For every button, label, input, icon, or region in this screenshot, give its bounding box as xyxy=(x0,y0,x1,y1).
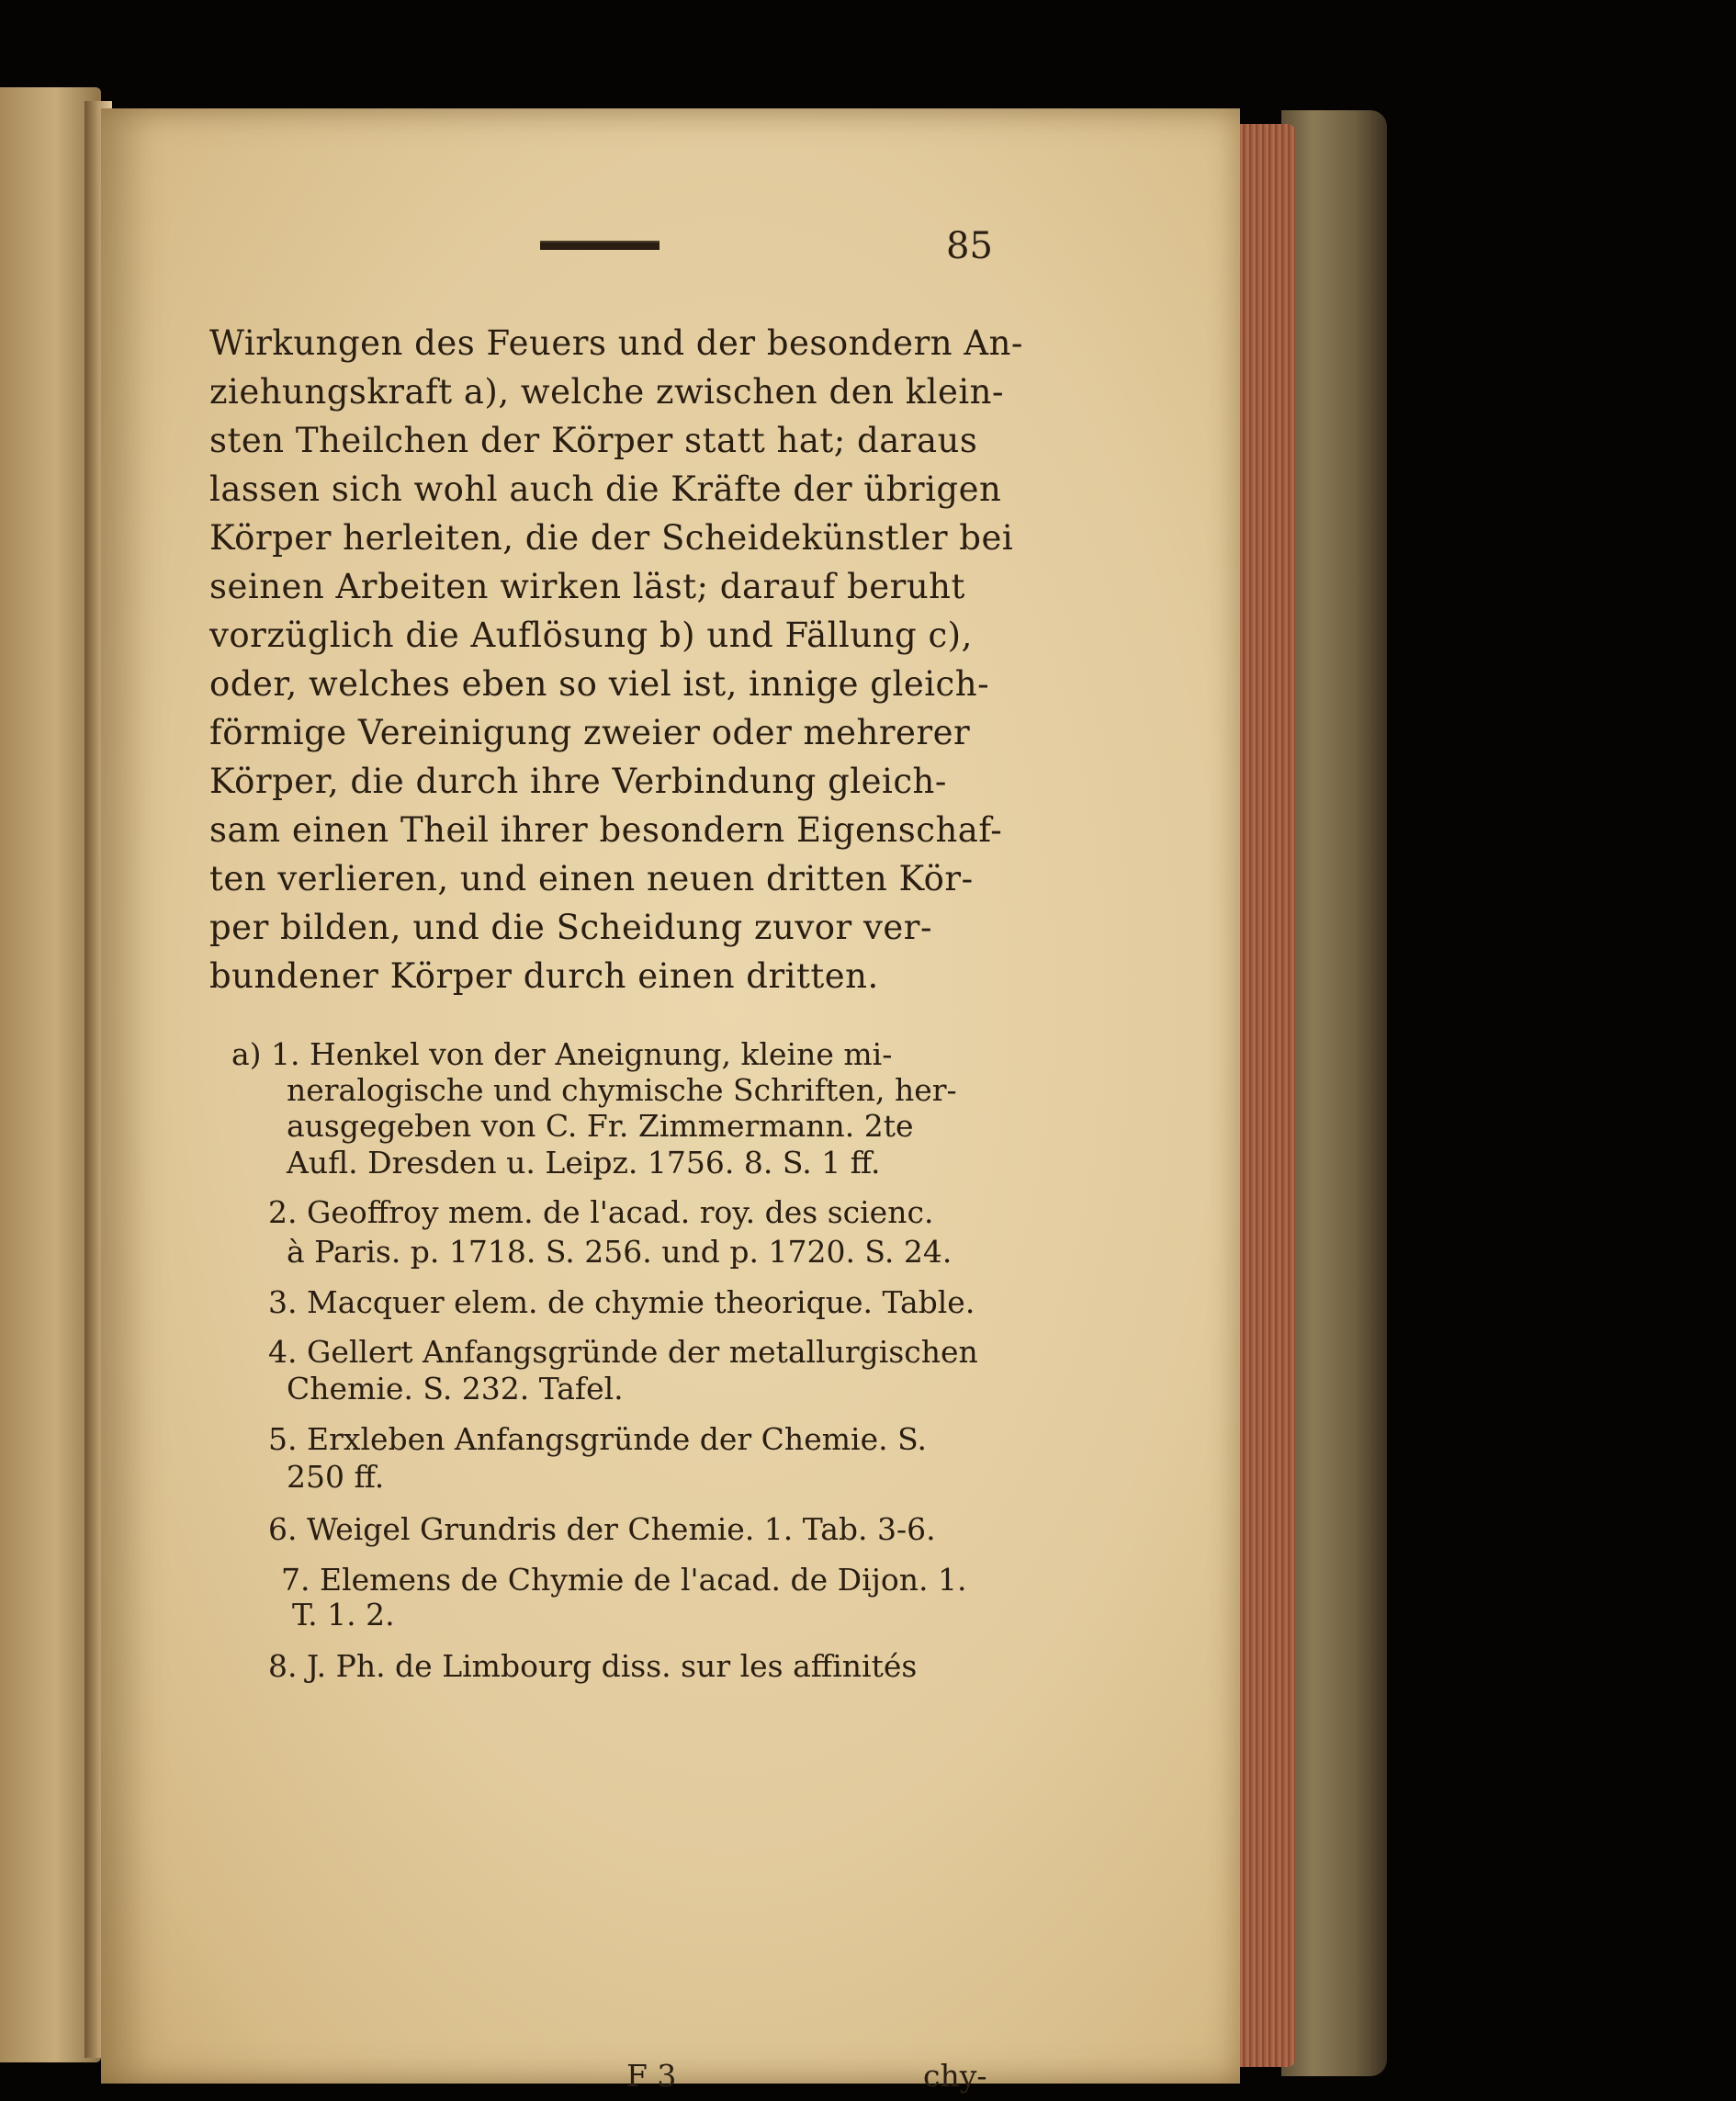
footnote-line: 250 ff. xyxy=(287,1459,385,1495)
body-line: Körper herleiten, die der Scheidekünstler bei xyxy=(209,518,1014,558)
footnote-line: 7. Elemens de Chymie de l'acad. de Dijon. 1. xyxy=(281,1562,967,1598)
body-line: ten verlieren, und einen neuen dritten Kör- xyxy=(209,859,974,898)
body-line: oder, welches eben so viel ist, innige gleich- xyxy=(209,664,990,704)
book-cover-edge xyxy=(1281,110,1387,2076)
footnote-line: 6. Weigel Grundris der Chemie. 1. Tab. 3-6. xyxy=(268,1511,936,1547)
footnote-line: 5. Erxleben Anfangsgründe der Chemie. S. xyxy=(268,1421,927,1457)
body-line: Wirkungen des Feuers und der besondern An- xyxy=(209,323,1023,363)
body-line: Körper, die durch ihre Verbindung gleich- xyxy=(209,762,947,801)
footnote-line: 8. J. Ph. de Limbourg diss. sur les affinités xyxy=(268,1648,918,1684)
footnote-line: 2. Geoffroy mem. de l'acad. roy. des scienc. xyxy=(268,1194,934,1230)
body-line: ziehungskraft a), welche zwischen den klein- xyxy=(209,372,1005,412)
footnote-line: Chemie. S. 232. Tafel. xyxy=(287,1371,624,1406)
body-line: förmige Vereinigung zweier oder mehrerer xyxy=(209,713,971,752)
body-line: vorzüglich die Auflösung b) und Fällung c), xyxy=(209,616,973,655)
catchword: chy- xyxy=(923,2058,987,2094)
body-line: sten Theilchen der Körper statt hat; daraus xyxy=(209,421,978,460)
page-number: 85 xyxy=(946,225,993,267)
body-line: lassen sich wohl auch die Kräfte der übrigen xyxy=(209,469,1002,509)
signature-mark: F 3 xyxy=(626,2058,677,2094)
footnote-line: 4. Gellert Anfangsgründe der metallurgischen xyxy=(268,1334,978,1370)
footnote-line: a) 1. Henkel von der Aneignung, kleine mi- xyxy=(231,1036,893,1072)
body-line: sam einen Theil ihrer besondern Eigenschaf- xyxy=(209,810,1003,850)
footnote-line: 3. Macquer elem. de chymie theorique. Table. xyxy=(268,1284,975,1320)
header-rule xyxy=(540,241,659,250)
footnote-line: à Paris. p. 1718. S. 256. und p. 1720. S. 24. xyxy=(287,1234,953,1270)
body-line: seinen Arbeiten wirken läst; darauf beruht xyxy=(209,567,965,606)
body-line: bundener Körper durch einen dritten. xyxy=(209,956,879,996)
footnote-line: Aufl. Dresden u. Leipz. 1756. 8. S. 1 ff. xyxy=(287,1145,881,1180)
footnote-line: ausgegeben von C. Fr. Zimmermann. 2te xyxy=(287,1108,914,1144)
footnote-line: neralogische und chymische Schriften, her- xyxy=(287,1072,957,1108)
footnote-line: T. 1. 2. xyxy=(292,1597,395,1632)
body-line: per bilden, und die Scheidung zuvor ver- xyxy=(209,908,932,947)
